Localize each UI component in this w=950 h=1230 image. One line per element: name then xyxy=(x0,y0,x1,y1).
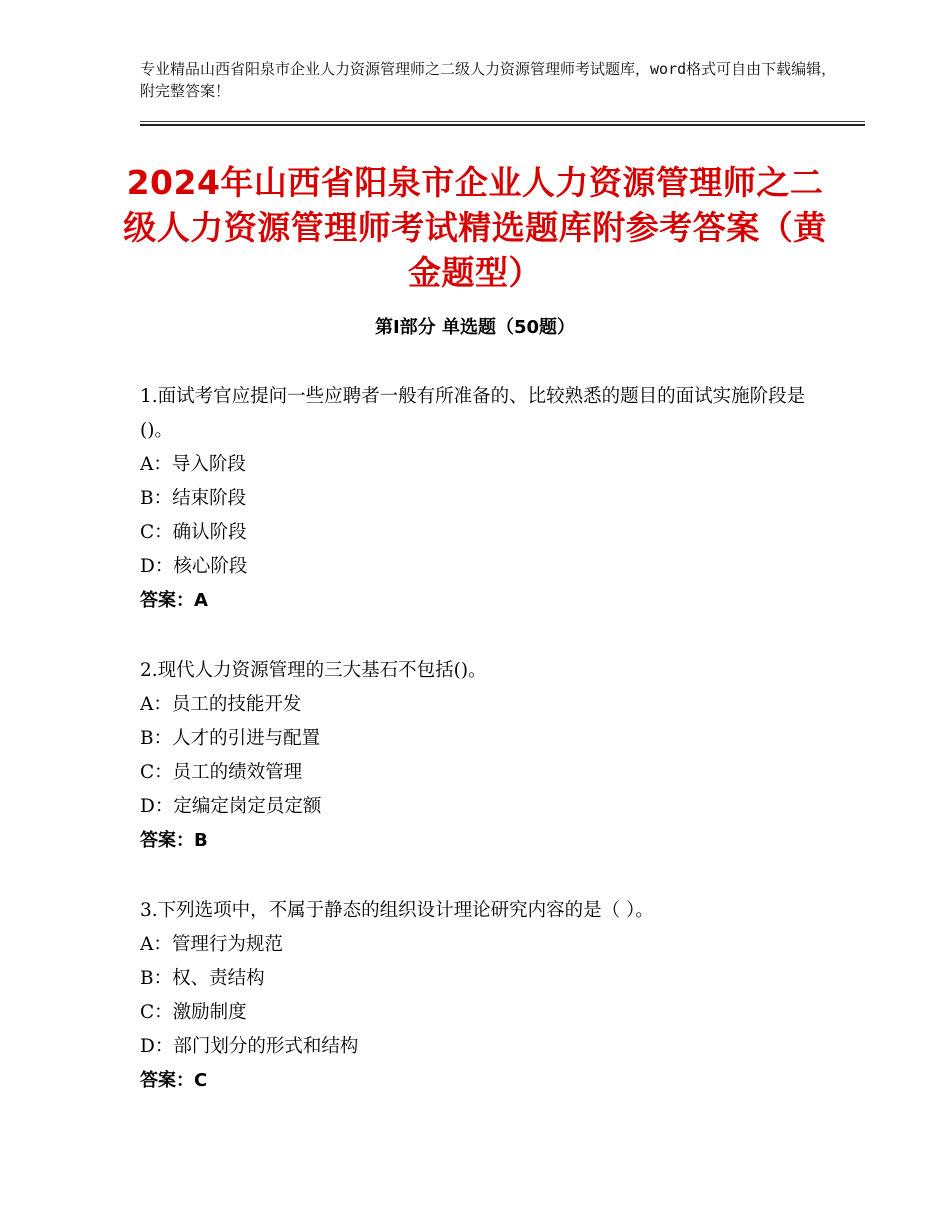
question-stem: 1.面试考官应提问一些应聘者一般有所准备的、比较熟悉的题目的面试实施阶段是()。 xyxy=(140,386,806,441)
option-d: D：定编定岗定员定额 xyxy=(140,796,322,817)
question-list xyxy=(140,380,820,1134)
header-divider-thick xyxy=(140,124,865,126)
option-b: B：人才的引进与配置 xyxy=(140,728,321,749)
header-divider-thin xyxy=(140,121,865,122)
section-title: 第Ⅰ部分 单选题（50题） xyxy=(374,317,575,338)
option-b: B：结束阶段 xyxy=(140,488,247,509)
option-a: A：管理行为规范 xyxy=(140,934,283,955)
answer: 答案：C xyxy=(140,1070,208,1091)
question-stem: 3.下列选项中，不属于静态的组织设计理论研究内容的是（ ）。 xyxy=(140,900,654,921)
option-d: D：部门划分的形式和结构 xyxy=(140,1036,359,1057)
question-1 xyxy=(140,380,820,618)
question-3 xyxy=(140,894,820,1098)
option-c: C：确认阶段 xyxy=(140,522,247,543)
header-text: 专业精品山西省阳泉市企业人力资源管理师之二级人力资源管理师考试题库，word格式可自由下载编辑，附完整答案！ xyxy=(140,60,837,100)
question-2 xyxy=(140,654,820,858)
option-a: A：员工的技能开发 xyxy=(140,694,302,715)
option-c: C：员工的绩效管理 xyxy=(140,762,303,783)
document-title: 2024年山西省阳泉市企业人力资源管理师之二级人力资源管理师考试精选题库附参考答案（黄金题型） xyxy=(123,163,827,292)
option-d: D：核心阶段 xyxy=(140,556,248,577)
answer: 答案：A xyxy=(140,590,208,611)
question-stem: 2.现代人力资源管理的三大基石不包括()。 xyxy=(140,660,487,681)
option-b: B：权、责结构 xyxy=(140,968,265,989)
answer: 答案：B xyxy=(140,830,208,851)
option-a: A：导入阶段 xyxy=(140,454,246,475)
option-c: C：激励制度 xyxy=(140,1002,247,1023)
